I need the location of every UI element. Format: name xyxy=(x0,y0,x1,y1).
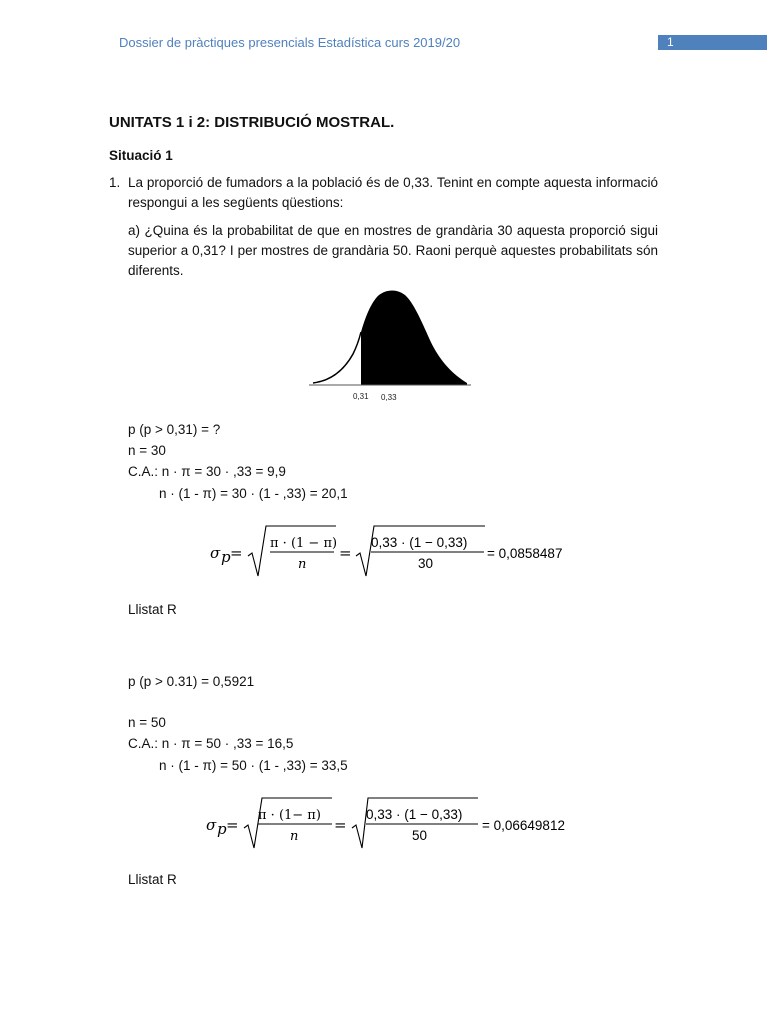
frac4-numerator: 0,33 · (1 − 0,33) xyxy=(366,807,463,822)
page-number-badge: 1 xyxy=(658,35,767,50)
sqrt-sign-3 xyxy=(244,798,332,848)
frac2-numerator: 0,33 · (1 − 0,33) xyxy=(371,535,468,550)
graph-label-033: 0,33 xyxy=(381,393,397,402)
prob-result-line: p (p > 0.31) = 0,5921 xyxy=(128,674,255,689)
ca-line-1: C.A.: n · π = 30 · ,33 = 9,9 xyxy=(128,464,286,479)
frac3-numerator: π · (1− π) xyxy=(258,808,321,823)
ca-line-3: C.A.: n · π = 50 · ,33 = 16,5 xyxy=(128,736,294,751)
shaded-area xyxy=(361,291,467,386)
formula-2-svg xyxy=(204,792,594,854)
ca-line-4: n · (1 - π) = 50 · (1 - ,33) = 33,5 xyxy=(159,758,348,773)
document-header-title: Dossier de pràctiques presencials Estadística curs 2019/20 xyxy=(119,35,461,50)
equals-sign-2: = xyxy=(339,544,352,562)
sigma-subscript: p xyxy=(221,548,231,566)
curve-left-tail xyxy=(313,332,361,383)
normal-curve-svg xyxy=(305,290,475,405)
sample-size-30: n = 30 xyxy=(128,443,166,458)
question-part-a: a) ¿Quina és la probabilitat de que en mostres de grandària 30 aquesta proporció sigui superior a 0,31? I per mostres de grandària 50. Raoni perquè aquestes probabilitats són diferents. xyxy=(128,223,658,278)
sigma-formula-2 xyxy=(204,792,594,857)
formula-1-svg xyxy=(208,520,588,582)
sample-size-50: n = 50 xyxy=(128,715,166,730)
sigma-symbol-2: σ xyxy=(206,816,217,834)
ca-line-2: n · (1 - π) = 30 · (1 - ,33) = 20,1 xyxy=(159,486,348,501)
situation-heading: Situació 1 xyxy=(109,148,173,163)
llistat-r-2: Llistat R xyxy=(128,872,177,887)
frac3-denominator: n xyxy=(290,829,299,844)
formula-1-result: = 0,0858487 xyxy=(487,546,563,561)
question-number: 1. xyxy=(109,175,121,190)
sigma-symbol: σ xyxy=(210,544,221,562)
question-text: La proporció de fumadors a la població és de 0,33. Tenint en compte aquesta informació respongui a les següents qüestions: xyxy=(128,175,658,210)
equals-sign-3: = xyxy=(226,816,239,834)
llistat-r-1: Llistat R xyxy=(128,602,177,617)
formula-2-result: = 0,06649812 xyxy=(482,818,565,833)
unit-title: UNITATS 1 i 2: DISTRIBUCIÓ MOSTRAL. xyxy=(109,114,395,131)
normal-distribution-graph xyxy=(305,290,475,408)
sigma-formula-1 xyxy=(208,520,588,585)
equals-sign-4: = xyxy=(334,816,347,834)
sigma-subscript-2: p xyxy=(217,820,227,838)
frac2-denominator: 30 xyxy=(418,556,434,571)
sqrt-sign-1 xyxy=(248,526,336,576)
graph-label-031: 0,31 xyxy=(353,392,369,401)
frac4-denominator: 50 xyxy=(412,828,428,843)
frac1-denominator: n xyxy=(298,557,307,572)
frac1-numerator: π · (1 − π) xyxy=(270,536,338,551)
prob-question-line: p (p > 0,31) = ? xyxy=(128,422,221,437)
equals-sign: = xyxy=(230,544,243,562)
